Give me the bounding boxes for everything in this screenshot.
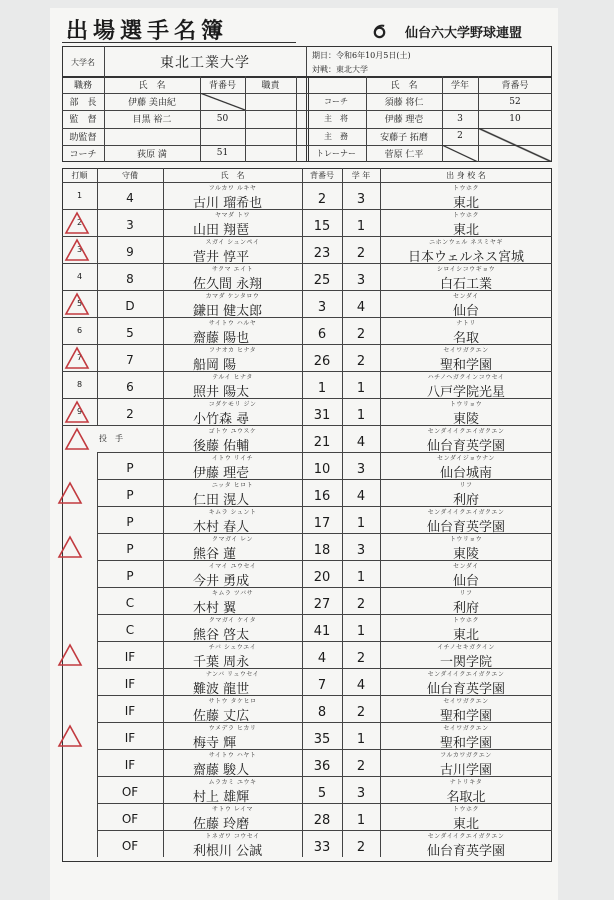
roster-position: P [126, 568, 134, 583]
player-number: 18 [313, 543, 331, 558]
player-number: 25 [313, 273, 331, 288]
page-title: 出場選手名簿 [66, 19, 229, 44]
school-name: 日本ウェルネス宮城 [407, 250, 525, 265]
roster-header-name: 氏 名 [220, 170, 245, 180]
school-kana: センダイイクエイガクエン [427, 671, 505, 678]
roster-header-grade: 学 年 [351, 170, 371, 180]
roster-order: 2 [76, 218, 83, 227]
staff-right-header-number: 背番号 [501, 81, 529, 92]
player-kana: サイトウ ハヤト [208, 752, 257, 759]
school-name: 仙台育英学園 [426, 520, 505, 535]
roster-header-school: 出 身 校 名 [446, 170, 486, 180]
staff-left-header-number: 背番号 [208, 81, 236, 92]
player-number: 1 [317, 381, 327, 396]
school-name: 聖和学園 [439, 736, 492, 751]
player-number: 23 [313, 246, 331, 261]
player-name: 難波 龍世 [193, 682, 250, 697]
school-name: 古川学園 [439, 763, 492, 778]
player-grade: 2 [356, 705, 366, 720]
player-grade: 2 [356, 840, 366, 855]
roster-position: IF [124, 757, 136, 772]
school-name: 聖和学園 [439, 709, 492, 724]
school-kana: トウホク [452, 212, 479, 219]
staff-left-role: 監 督 [69, 115, 97, 126]
player-name: 熊谷 啓太 [193, 628, 250, 643]
player-name: 齋藤 駿人 [193, 763, 250, 778]
school-kana: セイワガクエン [443, 698, 489, 705]
player-kana: サクマ エイト [211, 266, 254, 273]
staff-right-grade: 3 [457, 113, 463, 124]
roster-position: 5 [126, 325, 134, 340]
player-number: 36 [313, 759, 331, 774]
player-kana: トネガワ コウセイ [205, 833, 260, 840]
school-name: 東北 [452, 223, 479, 238]
school-kana: センダイ [453, 563, 479, 570]
school-kana: イチノセキガクイン [437, 644, 495, 651]
player-kana: ナンバ リュウセイ [205, 671, 260, 678]
roster-position: P [126, 541, 134, 556]
player-name: 佐藤 玲磨 [193, 817, 250, 832]
staff-slash [200, 93, 245, 110]
player-number: 31 [313, 408, 331, 423]
red-triangle-mark-icon [57, 535, 83, 559]
red-triangle-mark-icon [64, 211, 90, 235]
player-grade: 2 [356, 354, 366, 369]
school-kana: トウホク [452, 617, 479, 624]
roster-position: 3 [126, 217, 134, 232]
roster-position: 9 [126, 244, 134, 259]
player-number: 2 [317, 192, 327, 207]
red-triangle-mark-icon [64, 400, 90, 424]
player-name: 木村 翼 [193, 601, 237, 616]
staff-left-number: 50 [216, 113, 229, 124]
roster-order: 7 [76, 353, 83, 362]
staff-right-number: 52 [509, 96, 521, 107]
roster-position: C [125, 622, 135, 637]
roster-position: C [125, 595, 135, 610]
player-grade: 4 [356, 300, 366, 315]
school-kana: ニホンウェル ネスミヤギ [429, 239, 503, 246]
player-name: 照井 陽太 [193, 385, 250, 400]
player-name: 利根川 公誠 [193, 844, 263, 859]
staff-left-number [200, 128, 245, 145]
school-name: 仙台城南 [439, 466, 492, 481]
roster-position: OF [121, 838, 139, 853]
player-name: 千葉 周永 [193, 655, 250, 670]
player-kana: テルイ ヒナタ [212, 374, 253, 381]
staff-right-role: トレーナー [316, 148, 356, 158]
school-kana: ハチノヘガクインコウセイ [427, 374, 505, 381]
player-grade: 2 [356, 246, 366, 261]
staff-right-grade [442, 93, 478, 110]
staff-right-name: 須藤 将仁 [384, 98, 424, 109]
school-kana: センダイイクエイガクエン [427, 833, 505, 840]
school-kana: トウホク [452, 806, 479, 813]
player-kana: イトウ リイチ [211, 455, 254, 462]
team-name: 東北工業大学 [160, 55, 250, 71]
player-kana: サイトウ ハルヤ [208, 320, 257, 327]
player-grade: 4 [356, 435, 366, 450]
player-grade: 4 [356, 489, 366, 504]
school-kana: セイワガクエン [443, 725, 489, 732]
school-kana: センダイジョウナン [437, 455, 495, 462]
player-name: 山田 翔琶 [193, 223, 250, 238]
roster-position: 6 [126, 379, 134, 394]
player-kana: コダケモリ ジン [208, 401, 257, 408]
player-kana: クマガイ ケイタ [208, 617, 257, 624]
roster-position: OF [121, 811, 139, 826]
staff-right-role: 主 務 [324, 131, 348, 141]
player-number: 17 [313, 516, 331, 531]
player-grade: 1 [356, 408, 366, 423]
red-triangle-mark-icon [64, 238, 90, 262]
roster-order: 8 [76, 380, 83, 389]
staff-right-grade: 2 [457, 131, 463, 142]
school-kana: ナトリキタ [449, 779, 483, 786]
player-grade: 1 [356, 813, 366, 828]
player-number: 33 [313, 840, 331, 855]
player-kana: イマイ ユウセイ [208, 563, 257, 570]
roster-header-position: 守備 [122, 170, 138, 180]
school-kana: セイワガクエン [443, 347, 489, 354]
player-number: 27 [313, 597, 331, 612]
staff-right-role: 主 将 [324, 114, 348, 124]
player-kana: チバ シュウエイ [208, 644, 257, 651]
opponent-line [312, 62, 368, 76]
player-name: 船岡 陽 [193, 358, 237, 373]
staff-left-header-post: 職責 [261, 81, 280, 92]
school-kana: シロイシコウギョウ [436, 266, 496, 273]
school-kana: リフ [459, 482, 473, 489]
title-underline [62, 42, 296, 43]
school-kana: リフ [459, 590, 473, 597]
player-name: 後藤 佑輔 [193, 439, 250, 454]
school-name: 仙台育英学園 [426, 439, 505, 454]
school-kana: トウリョウ [449, 536, 483, 543]
player-name: 古川 瑠希也 [193, 196, 263, 211]
red-triangle-mark-icon [57, 724, 83, 748]
player-number: 4 [317, 651, 327, 666]
staff-left-role: 部 長 [69, 98, 97, 109]
staff-left-name: 伊藤 美由紀 [128, 98, 176, 109]
red-triangle-mark-icon [64, 346, 90, 370]
player-name: 熊谷 蓮 [193, 547, 237, 562]
team-label: 大学名 [71, 57, 95, 67]
school-name: 仙台育英学園 [426, 682, 505, 697]
player-number: 7 [317, 678, 327, 693]
school-name: 東北 [452, 196, 479, 211]
opponent-label: 対戦： [312, 64, 336, 74]
school-kana: トウホク [452, 185, 479, 192]
school-name: 仙台育英学園 [426, 844, 505, 859]
player-kana: キムラ ツバサ [211, 590, 254, 597]
player-kana: ヤマダ トワ [215, 212, 250, 219]
player-grade: 2 [356, 759, 366, 774]
player-name: 木村 春人 [193, 520, 250, 535]
roster-position: 4 [126, 190, 134, 205]
staff-left-role: 助監督 [69, 132, 97, 143]
player-number: 41 [313, 624, 331, 639]
player-grade: 2 [356, 651, 366, 666]
roster-order: 1 [76, 191, 83, 200]
roster-header-order: 打順 [71, 170, 88, 180]
red-triangle-mark-icon [64, 427, 90, 451]
roster-order: 3 [76, 245, 83, 254]
staff-left-header-name: 氏 名 [138, 81, 166, 92]
league-name-text: 仙台六大学野球連盟 [405, 26, 523, 41]
player-grade: 1 [356, 516, 366, 531]
staff-right-name: 安藤子 拓磨 [380, 132, 428, 143]
roster-position: D [125, 298, 135, 313]
player-name: 菅井 惇平 [193, 250, 250, 265]
school-name: 利府 [452, 493, 479, 508]
roster-header-number: 背番号 [310, 170, 334, 180]
player-name: 佐久間 永翔 [193, 277, 263, 292]
period-label: 期日： [312, 50, 336, 60]
player-kana: ウメデラ ヒカリ [208, 725, 257, 732]
player-number: 5 [317, 786, 327, 801]
staff-right-name: 伊藤 理壱 [384, 115, 424, 126]
school-name: 利府 [452, 601, 479, 616]
school-name: 一関学院 [439, 655, 492, 670]
player-grade: 3 [356, 543, 366, 558]
staff-left-number: 51 [216, 148, 229, 159]
player-kana: サトウ タケヒロ [208, 698, 257, 705]
player-name: 今井 勇成 [193, 574, 250, 589]
staff-left-name [104, 128, 200, 145]
school-kana: トウリョウ [449, 401, 483, 408]
staff-slash [478, 128, 552, 162]
staff-right-number: 10 [509, 113, 521, 124]
player-name: 梅寺 輝 [193, 736, 237, 751]
school-kana: ナトリ [456, 320, 476, 327]
roster-position: P [126, 487, 134, 502]
school-name: 仙台 [452, 304, 479, 319]
school-name: 東陵 [452, 547, 479, 562]
player-number: 16 [313, 489, 331, 504]
player-kana: フナオカ ヒナタ [208, 347, 257, 354]
league-logo-icon [372, 24, 387, 39]
roster-position: 8 [126, 271, 134, 286]
player-grade: 1 [356, 381, 366, 396]
pitcher-label: 投 手 [99, 434, 123, 443]
school-kana: センダイイクエイガクエン [427, 509, 505, 516]
school-name: 名取 [452, 331, 479, 346]
player-name: 鎌田 健太郎 [193, 304, 263, 319]
red-triangle-mark-icon [57, 643, 83, 667]
player-kana: カマダ ケンタロウ [205, 293, 260, 300]
player-kana: クマガイ レン [211, 536, 254, 543]
player-kana: ニッタ ヒロト [211, 482, 254, 489]
staff-slash [442, 145, 478, 162]
staff-left-header-role: 職務 [73, 81, 92, 92]
school-kana: フルカワガクエン [440, 752, 492, 759]
player-number: 3 [317, 300, 327, 315]
school-name: 名取北 [446, 790, 486, 805]
school-name: 東北 [452, 628, 479, 643]
player-kana: ゴトウ ユウスケ [208, 428, 257, 435]
player-grade: 3 [356, 273, 366, 288]
player-grade: 3 [356, 192, 366, 207]
player-grade: 3 [356, 786, 366, 801]
player-grade: 1 [356, 570, 366, 585]
roster-order: 9 [76, 407, 83, 416]
player-grade: 1 [356, 624, 366, 639]
roster-position: IF [124, 730, 136, 745]
player-kana: スガイ シュンペイ [205, 239, 260, 246]
player-grade: 1 [356, 732, 366, 747]
player-grade: 3 [356, 462, 366, 477]
staff-right-header-grade: 学年 [450, 81, 469, 92]
school-kana: センダイ [453, 293, 479, 300]
roster-position: IF [124, 703, 136, 718]
player-name: 村上 雄輝 [193, 790, 250, 805]
staff-right-header-role [306, 76, 366, 93]
staff-right-role: コーチ [324, 97, 348, 107]
staff-left-name: 目黒 裕二 [132, 115, 172, 126]
school-name: 白石工業 [439, 277, 492, 292]
player-number: 28 [313, 813, 331, 828]
roster-position: 2 [126, 406, 134, 421]
player-name: 小竹森 尋 [193, 412, 250, 427]
roster-order: 6 [76, 326, 83, 335]
player-name: 佐藤 丈広 [193, 709, 250, 724]
player-grade: 2 [356, 597, 366, 612]
player-grade: 1 [356, 219, 366, 234]
roster-position: P [126, 460, 134, 475]
player-name: 伊藤 理壱 [193, 466, 250, 481]
player-kana: ムラカミ ユウキ [208, 779, 257, 786]
player-kana: フルカワ ルキヤ [208, 185, 257, 192]
red-triangle-mark-icon [57, 481, 83, 505]
player-number: 21 [313, 435, 331, 450]
opponent-value: 東北大学 [336, 64, 368, 74]
player-number: 10 [313, 462, 331, 477]
roster-position: IF [124, 676, 136, 691]
player-number: 15 [313, 219, 331, 234]
player-number: 8 [317, 705, 327, 720]
roster-position: 7 [126, 352, 134, 367]
staff-col-line [296, 76, 297, 162]
league-name [372, 22, 522, 41]
player-kana: キムラ シュント [208, 509, 257, 516]
player-number: 26 [313, 354, 331, 369]
school-name: 八戸学院光星 [426, 385, 505, 400]
staff-right-header-name: 氏 名 [390, 81, 418, 92]
player-kana: サトウ レイマ [211, 806, 254, 813]
roster-order: 4 [76, 272, 83, 281]
roster-position: OF [121, 784, 139, 799]
staff-right-name: 菅原 仁平 [384, 149, 424, 160]
staff-left-role: コーチ [69, 149, 97, 160]
player-number: 35 [313, 732, 331, 747]
player-grade: 4 [356, 678, 366, 693]
school-name: 仙台 [452, 574, 479, 589]
player-grade: 2 [356, 327, 366, 342]
player-number: 20 [313, 570, 331, 585]
school-name: 東北 [452, 817, 479, 832]
roster-order: 5 [76, 299, 83, 308]
player-name: 齋藤 陽也 [193, 331, 250, 346]
player-name: 仁田 滉人 [193, 493, 250, 508]
roster-position: P [126, 514, 134, 529]
period-line [312, 48, 411, 62]
red-triangle-mark-icon [64, 292, 90, 316]
period-value: 令和6年10月5日(土) [336, 50, 411, 60]
school-kana: センダイイクエイガクエン [427, 428, 505, 435]
school-name: 東陵 [452, 412, 479, 427]
staff-left-name: 荻原 満 [137, 149, 167, 160]
player-number: 6 [317, 327, 327, 342]
roster-position: IF [124, 649, 136, 664]
school-name: 聖和学園 [439, 358, 492, 373]
